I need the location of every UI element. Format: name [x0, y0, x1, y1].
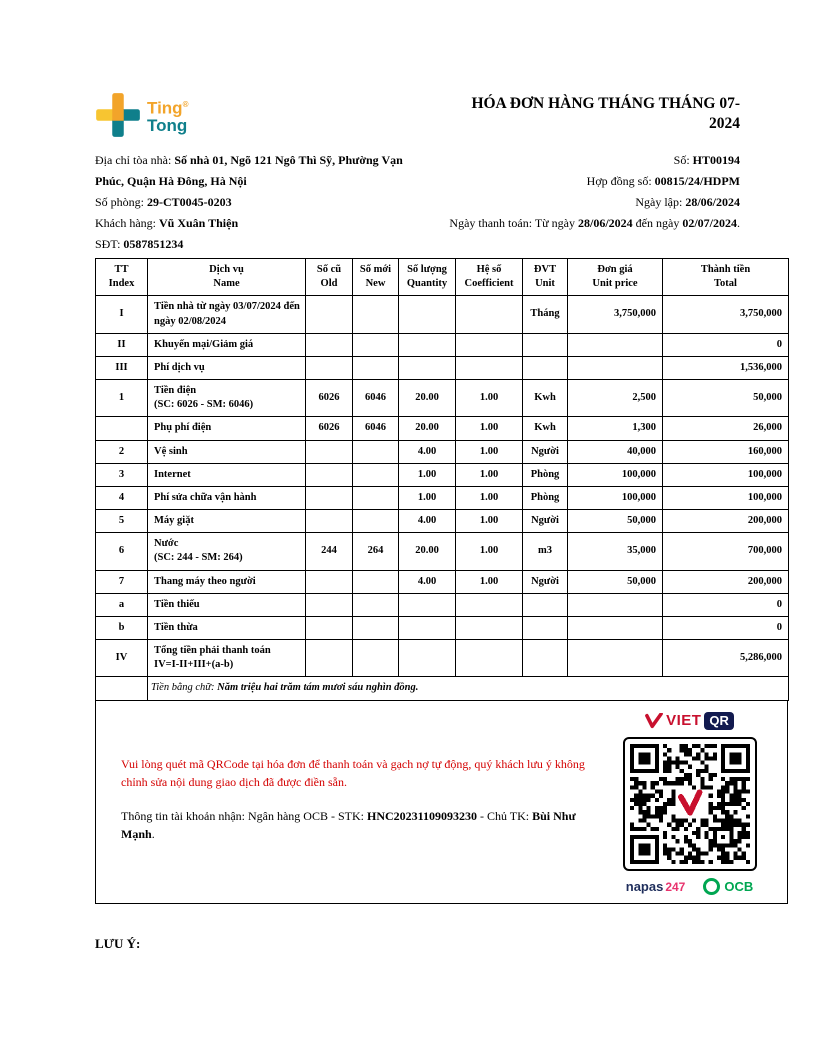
amount-in-words-cell [148, 677, 789, 700]
table-row [96, 440, 789, 463]
unit-cell [523, 593, 568, 616]
amount-words-label: Tiền bằng chữ: [151, 682, 218, 694]
footer-note: LƯU Ý: [95, 935, 141, 951]
qr-code-pattern [630, 744, 750, 864]
service-name-cell: Vệ sinh [148, 440, 306, 463]
payment-period-label: Ngày thanh toán: Từ ngày [449, 216, 578, 230]
invoice-table-words [96, 677, 789, 700]
total-cell: 100,000 [663, 486, 789, 509]
coef-cell: 1.00 [456, 440, 523, 463]
price-cell: 1,300 [568, 417, 663, 440]
qty-cell [399, 593, 456, 616]
column-header: Số mới New [353, 259, 399, 296]
tt-cell: 1 [96, 380, 148, 417]
new-cell: 6046 [353, 417, 399, 440]
table-row [96, 296, 789, 333]
new-cell [353, 333, 399, 356]
column-header: Số lượng Quantity [399, 259, 456, 296]
unit-cell: Người [523, 570, 568, 593]
phone-value: 0587851234 [123, 237, 184, 251]
phone-label: SĐT: [95, 237, 124, 251]
account-number: HNC20231109093230 [366, 808, 477, 823]
account-suffix: . [151, 826, 155, 841]
coef-cell: 1.00 [456, 570, 523, 593]
total-cell: 700,000 [663, 533, 789, 570]
account-info [121, 807, 596, 843]
tt-cell: 2 [96, 440, 148, 463]
new-cell: 264 [353, 533, 399, 570]
old-cell [306, 570, 353, 593]
invoice-table [95, 258, 789, 701]
unit-cell [523, 333, 568, 356]
contract-label: Hợp đồng số: [586, 174, 655, 188]
qr-code [623, 737, 757, 871]
coef-cell: 1.00 [456, 380, 523, 417]
brand-tong: Tong [147, 115, 188, 135]
price-cell: 100,000 [568, 486, 663, 509]
total-cell: 5,286,000 [663, 640, 789, 677]
vietqr-check-icon [645, 713, 663, 729]
napas-247-text: 247 [665, 879, 686, 894]
total-cell: 160,000 [663, 440, 789, 463]
customer-name [95, 213, 425, 234]
column-header: TT Index [96, 259, 148, 296]
qty-cell: 4.00 [399, 510, 456, 533]
table-row [96, 463, 789, 486]
vietqr-qr-badge: QR [704, 712, 734, 730]
unit-cell [523, 640, 568, 677]
qty-cell [399, 296, 456, 333]
qty-cell: 20.00 [399, 533, 456, 570]
tingtong-logo-icon [95, 92, 141, 138]
qty-cell: 1.00 [399, 486, 456, 509]
invoice-title-line2: 2024 [709, 115, 740, 132]
address-label: Địa chỉ tòa nhà: [95, 153, 175, 167]
price-cell: 2,500 [568, 380, 663, 417]
issue-date [380, 192, 740, 213]
total-cell: 200,000 [663, 570, 789, 593]
total-cell: 100,000 [663, 463, 789, 486]
new-cell [353, 296, 399, 333]
account-mid: - Chủ TK: [477, 808, 533, 823]
new-cell [353, 486, 399, 509]
unit-cell: Phòng [523, 486, 568, 509]
brand-wordmark [147, 96, 188, 134]
invoice-table-head [96, 259, 789, 296]
tingtong-logo [95, 92, 188, 138]
service-name-cell: Internet [148, 463, 306, 486]
table-row [96, 417, 789, 440]
table-row [96, 333, 789, 356]
coef-cell: 1.00 [456, 486, 523, 509]
column-header: Hệ số Coefficient [456, 259, 523, 296]
payment-date-from: 28/06/2024 [578, 216, 633, 230]
new-cell [353, 640, 399, 677]
column-header: ĐVT Unit [523, 259, 568, 296]
table-row [96, 533, 789, 570]
napas-text: napas [625, 878, 664, 894]
payment-date-to: 02/07/2024 [682, 216, 737, 230]
table-row [96, 356, 789, 379]
invoice-meta [380, 150, 740, 234]
tt-cell: I [96, 296, 148, 333]
qr-payment-note: Vui lòng quét mã QRCode tại hóa đơn để thanh toán và gạch nợ tự động, quý khách lưu ý không chỉnh sửa nội dung giao dịch đã được điền sẵn. [121, 756, 585, 789]
old-cell [306, 463, 353, 486]
customer-phone [95, 234, 425, 255]
address-value: Số nhà 01, Ngõ 121 Ngô Thì Sỹ, Phường Vạn Phúc, Quận Hà Đông, Hà Nội [95, 153, 403, 188]
room-value: 29-CT0045-0203 [147, 195, 232, 209]
napas-logo [626, 878, 686, 896]
new-cell [353, 593, 399, 616]
price-cell: 50,000 [568, 570, 663, 593]
payment-period-suffix: . [737, 216, 740, 230]
unit-cell: Người [523, 510, 568, 533]
old-cell [306, 296, 353, 333]
coef-cell: 1.00 [456, 533, 523, 570]
tt-cell: 7 [96, 570, 148, 593]
price-cell [568, 356, 663, 379]
building-address [95, 150, 425, 192]
payment-instructions [96, 701, 614, 903]
qty-cell: 1.00 [399, 463, 456, 486]
ocb-logo [703, 878, 753, 895]
qty-cell [399, 356, 456, 379]
customer-value: Vũ Xuân Thiện [158, 216, 239, 230]
service-name-cell: Nước (SC: 244 - SM: 264) [148, 533, 306, 570]
service-name-cell: Tiền điện (SC: 6026 - SM: 6046) [148, 380, 306, 417]
amount-words-value: Năm triệu hai trăm tám mươi sáu nghìn đồng. [217, 682, 419, 694]
service-name-cell: Phí dịch vụ [148, 356, 306, 379]
bank-logos [626, 878, 754, 896]
vietqr-viet-text: VIET [666, 712, 702, 730]
service-name-cell: Phụ phí điện [148, 417, 306, 440]
coef-cell [456, 296, 523, 333]
service-name-cell: Máy giặt [148, 510, 306, 533]
account-prefix: Thông tin tài khoản nhận: Ngân hàng OCB - STK: [121, 808, 367, 823]
customer-label: Khách hàng: [95, 216, 159, 230]
tt-cell: 4 [96, 486, 148, 509]
old-cell [306, 333, 353, 356]
service-name-cell: Phí sửa chữa vận hành [148, 486, 306, 509]
invoice-title-line1: HÓA ĐƠN HÀNG THÁNG THÁNG 07- [471, 95, 740, 112]
old-cell [306, 440, 353, 463]
ocb-icon [703, 878, 720, 895]
service-name-cell: Thang máy theo người [148, 570, 306, 593]
invoice-number-label: Số: [673, 153, 693, 167]
new-cell [353, 570, 399, 593]
total-cell: 26,000 [663, 417, 789, 440]
service-name-cell: Tiền nhà từ ngày 03/07/2024 đến ngày 02/08/2024 [148, 296, 306, 333]
total-cell: 1,536,000 [663, 356, 789, 379]
old-cell [306, 486, 353, 509]
column-header: Thành tiền Total [663, 259, 789, 296]
total-cell: 50,000 [663, 380, 789, 417]
price-cell [568, 640, 663, 677]
table-row [96, 616, 789, 639]
ocb-text: OCB [724, 879, 754, 895]
tt-cell: III [96, 356, 148, 379]
unit-cell: Kwh [523, 380, 568, 417]
total-cell: 0 [663, 593, 789, 616]
tt-cell: a [96, 593, 148, 616]
service-name-cell: Tổng tiền phải thanh toán IV=I-II+III+(a-b) [148, 640, 306, 677]
total-cell: 3,750,000 [663, 296, 789, 333]
tt-cell: II [96, 333, 148, 356]
qr-area [614, 701, 765, 903]
unit-cell: Kwh [523, 417, 568, 440]
service-name-cell: Tiền thừa [148, 616, 306, 639]
payment-section [95, 700, 788, 904]
new-cell [353, 510, 399, 533]
table-row [96, 486, 789, 509]
amount-in-words-row [96, 677, 789, 700]
tt-cell: IV [96, 640, 148, 677]
qty-cell [399, 333, 456, 356]
header-row [96, 259, 789, 296]
coef-cell: 1.00 [456, 510, 523, 533]
service-name-cell: Tiền thiếu [148, 593, 306, 616]
tt-cell [96, 417, 148, 440]
service-name-cell: Khuyến mại/Giảm giá [148, 333, 306, 356]
column-header: Dịch vụ Name [148, 259, 306, 296]
coef-cell [456, 356, 523, 379]
new-cell [353, 463, 399, 486]
qty-cell: 20.00 [399, 380, 456, 417]
price-cell: 35,000 [568, 533, 663, 570]
total-cell: 200,000 [663, 510, 789, 533]
price-cell [568, 333, 663, 356]
coef-cell: 1.00 [456, 463, 523, 486]
unit-cell: Tháng [523, 296, 568, 333]
issue-date-label: Ngày lập: [635, 195, 686, 209]
qty-cell [399, 616, 456, 639]
room-number [95, 192, 425, 213]
price-cell [568, 616, 663, 639]
column-header: Số cũ Old [306, 259, 353, 296]
coef-cell [456, 593, 523, 616]
new-cell [353, 440, 399, 463]
unit-cell: m3 [523, 533, 568, 570]
invoice-title [440, 94, 740, 134]
contract-value: 00815/24/HDPM [654, 174, 740, 188]
unit-cell: Người [523, 440, 568, 463]
qty-cell: 4.00 [399, 570, 456, 593]
coef-cell [456, 640, 523, 677]
qty-cell: 20.00 [399, 417, 456, 440]
table-row [96, 510, 789, 533]
old-cell [306, 356, 353, 379]
unit-cell: Phòng [523, 463, 568, 486]
price-cell: 3,750,000 [568, 296, 663, 333]
contract-number [380, 171, 740, 192]
tt-cell: 5 [96, 510, 148, 533]
invoice-body [95, 258, 788, 952]
coef-cell [456, 333, 523, 356]
payment-period-mid: đến ngày [632, 216, 683, 230]
tt-cell: b [96, 616, 148, 639]
price-cell: 100,000 [568, 463, 663, 486]
old-cell: 244 [306, 533, 353, 570]
old-cell: 6026 [306, 380, 353, 417]
new-cell [353, 356, 399, 379]
building-info [95, 150, 425, 255]
table-row [96, 640, 789, 677]
tt-cell: 6 [96, 533, 148, 570]
registered-mark: ® [182, 100, 189, 110]
empty-cell [96, 677, 148, 700]
qty-cell: 4.00 [399, 440, 456, 463]
qty-cell [399, 640, 456, 677]
old-cell [306, 510, 353, 533]
tt-cell: 3 [96, 463, 148, 486]
total-cell: 0 [663, 616, 789, 639]
invoice-number-value: HT00194 [692, 153, 740, 167]
new-cell [353, 616, 399, 639]
total-cell: 0 [663, 333, 789, 356]
new-cell: 6046 [353, 380, 399, 417]
table-row [96, 380, 789, 417]
invoice-table-body [96, 296, 789, 677]
old-cell [306, 640, 353, 677]
brand-ting-text: Ting [147, 98, 183, 118]
price-cell: 40,000 [568, 440, 663, 463]
old-cell [306, 616, 353, 639]
vietqr-logo [645, 709, 734, 733]
table-row [96, 570, 789, 593]
issue-date-value: 28/06/2024 [685, 195, 740, 209]
column-header: Đơn giá Unit price [568, 259, 663, 296]
old-cell: 6026 [306, 417, 353, 440]
room-label: Số phòng: [95, 195, 148, 209]
old-cell [306, 593, 353, 616]
price-cell [568, 593, 663, 616]
coef-cell: 1.00 [456, 417, 523, 440]
table-row [96, 593, 789, 616]
brand-ting [147, 96, 188, 117]
price-cell: 50,000 [568, 510, 663, 533]
unit-cell [523, 356, 568, 379]
account-holder: Bùi Như Mạnh [121, 808, 576, 841]
coef-cell [456, 616, 523, 639]
unit-cell [523, 616, 568, 639]
payment-period [380, 213, 740, 234]
invoice-number [380, 150, 740, 171]
